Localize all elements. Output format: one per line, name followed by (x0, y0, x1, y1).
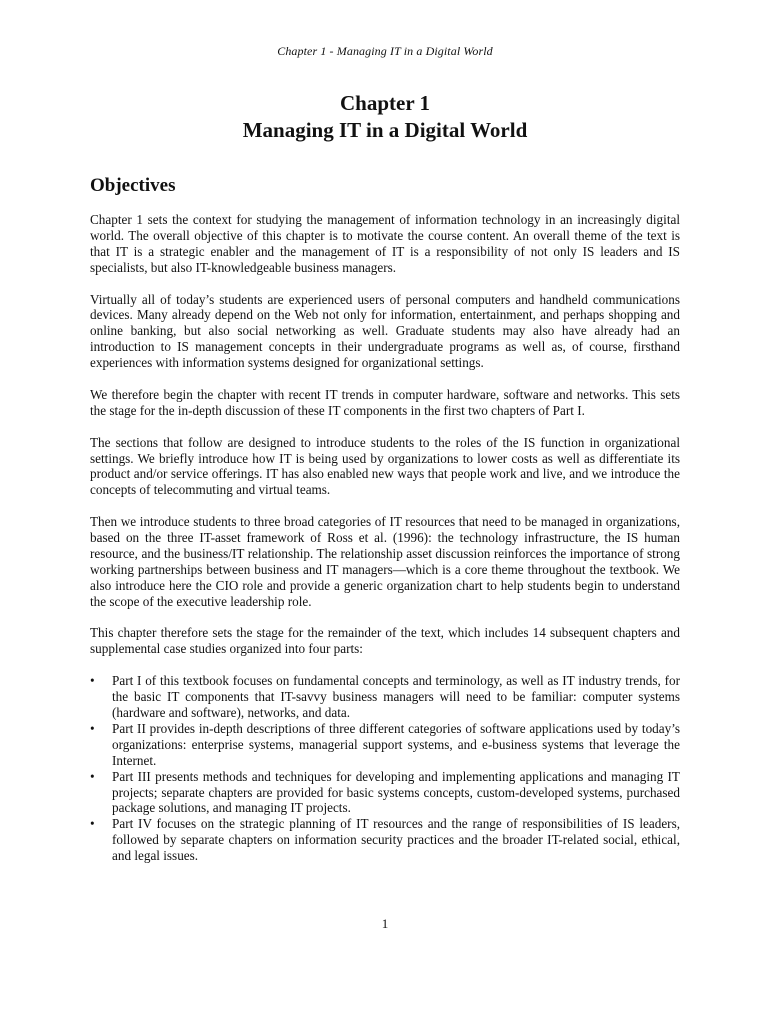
chapter-number: Chapter 1 (339, 91, 431, 115)
bullet-icon: • (90, 720, 95, 736)
chapter-name: Managing IT in a Digital World (242, 118, 528, 142)
section-heading-objectives: Objectives (90, 175, 176, 196)
list-item (90, 721, 680, 769)
paragraph: We therefore begin the chapter with recent IT trends in computer hardware, software and networks. This sets the stage for the in-depth discussion of these IT components in the first two chapters of Part I. (90, 386, 680, 418)
chapter-title (90, 90, 680, 144)
paragraph: This chapter therefore sets the stage for the remainder of the text, which includes 14 subsequent chapters and supplemental case studies organized into four parts: (90, 625, 680, 657)
list-item-text: Part II provides in-depth descriptions of three different categories of software applications used by today’s organizations: enterprise systems, managerial support systems, and e-business systems that leverage the Internet. (112, 720, 680, 768)
paragraph: Virtually all of today’s students are experienced users of personal computers and handheld communications devices. Many already depend on the Web not only for information, entertainment, and perhaps shopping and online banking, but also social networking as well. Graduate students may also have already had an introduction to IS management concepts in their undergraduate programs as well as, of course, firsthand experiences with information systems designed for organizational settings. (90, 291, 680, 371)
list-item-text: Part I of this textbook focuses on fundamental concepts and terminology, as well as IT industry trends, for the basic IT components that IT-savvy business managers will need to be familiar: computer systems (hardware and software), networks, and data. (112, 673, 680, 720)
bullet-icon: • (90, 816, 95, 832)
paragraph: The sections that follow are designed to introduce students to the roles of the IS function in organizational settings. We briefly introduce how IT is being used by organizations to lower costs as well as differentiate its product and/or service offerings. IT has also enabled new ways that people work and live, and we introduce the concepts of telecommuting and virtual teams. (90, 434, 680, 498)
paragraph: Chapter 1 sets the context for studying the management of information technology in an increasingly digital world. The overall objective of this chapter is to motivate the course content. An overall theme of the text is that IT is a strategic enabler and the management of IT is a responsibility of not only IS leaders and IS specialists, but also IT-knowledgeable business managers. (90, 212, 680, 275)
list-item (90, 673, 680, 721)
running-header: Chapter 1 - Managing IT in a Digital World (277, 44, 493, 58)
body-text (90, 212, 680, 864)
list-item (90, 769, 680, 817)
page-number: 1 (381, 916, 389, 931)
list-item (90, 816, 680, 864)
parts-list (90, 673, 680, 864)
paragraph: Then we introduce students to three broad categories of IT resources that need to be managed in organizations, based on the three IT-asset framework of Ross et al. (1996): the technology infrastructure, the IS human resource, and the business/IT relationship. The relationship asset discussion reinforces the importance of strong working partnerships between business and IT managers—which is a core theme throughout the textbook. We also introduce here the CIO role and provide a generic organization chart to help students begin to understand the scope of the executive leadership role. (90, 514, 680, 609)
list-item-text: Part III presents methods and techniques for developing and implementing applications and managing IT projects; separate chapters are provided for basic systems concepts, custom-developed systems, purchased package solutions, and managing IT projects. (112, 768, 680, 816)
list-item-text: Part IV focuses on the strategic planning of IT resources and the range of responsibilities of IS leaders, followed by separate chapters on information security practices and the broader IT-related social, ethical, and legal issues. (112, 816, 680, 864)
bullet-icon: • (90, 768, 95, 784)
bullet-icon: • (90, 673, 95, 689)
